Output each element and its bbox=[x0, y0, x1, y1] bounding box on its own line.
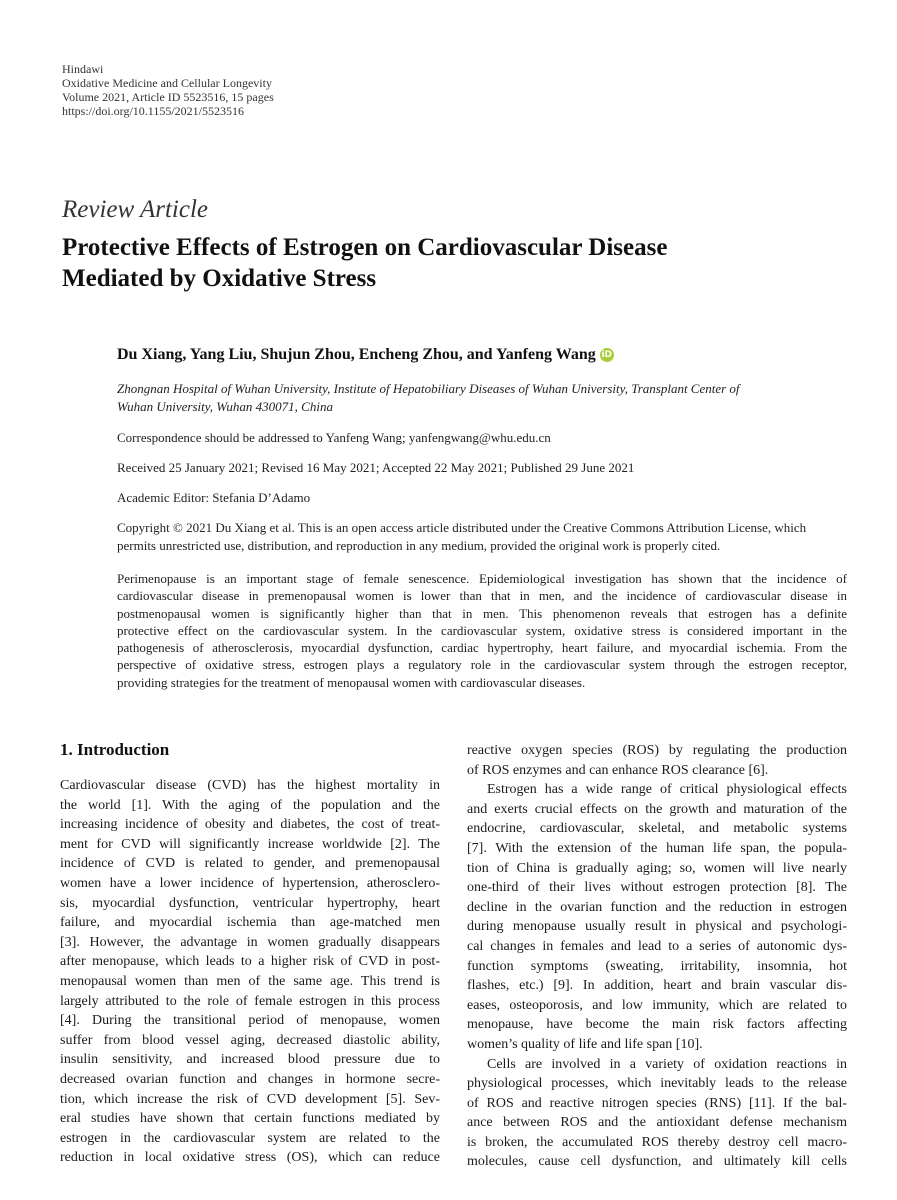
title-line: Mediated by Oxidative Stress bbox=[62, 265, 377, 292]
body-line: function symptoms (sweating, irritability, insomnia, hot bbox=[467, 958, 847, 974]
abstract-line: perspective of oxidative stress, estrogen plays a regulatory role in the cardiovascular system through the estrogen receptor, bbox=[117, 657, 847, 673]
body-line: the world [1]. With the aging of the population and the bbox=[60, 797, 440, 813]
abstract-line: cardiovascular disease in premenopausal women is lower than that in men, and the incidence of cardiovascular disease in bbox=[117, 588, 847, 604]
body-line: eral studies have shown that certain functions mediated by bbox=[60, 1111, 440, 1127]
body-line: suffer from blood vessel aging, decreased diastolic ability, bbox=[60, 1032, 440, 1048]
body-line: Cells are involved in a variety of oxidation reactions in bbox=[487, 1056, 847, 1072]
copyright-notice bbox=[117, 519, 847, 555]
copyright-line: permits unrestricted use, distribution, and reproduction in any medium, provided the original work is properly cited. bbox=[117, 538, 721, 553]
body-line: [7]. With the extension of the human life span, the popula- bbox=[467, 840, 847, 856]
body-line: ance between ROS and the antioxidant defense mechanism bbox=[467, 1115, 847, 1131]
body-line: one-third of their lives without estrogen protection [8]. The bbox=[467, 880, 847, 896]
body-column-left bbox=[60, 776, 440, 1168]
body-line: largely attributed to the role of female estrogen in this process bbox=[60, 993, 440, 1009]
body-line: [4]. During the transitional period of menopause, women bbox=[60, 1013, 440, 1029]
body-line: after menopause, which leads to a higher risk of CVD in post- bbox=[60, 954, 440, 970]
body-line: cal changes in females and lead to a series of autonomic dys- bbox=[467, 938, 847, 954]
body-line: [3]. However, the advantage in women gradually disappears bbox=[60, 934, 440, 950]
body-line: menopause, have become the main risk factors affecting bbox=[467, 1017, 847, 1033]
body-line: of ROS enzymes and can enhance ROS clearance [6]. bbox=[467, 762, 769, 778]
body-line: physiological processes, which inevitably leads to the release bbox=[467, 1076, 847, 1092]
body-line: incidence of CVD is related to gender, and premenopausal bbox=[60, 856, 440, 872]
abstract-line: providing strategies for the treatment of menopausal women with cardiovascular diseases. bbox=[117, 674, 586, 690]
body-line: flashes, etc.) [9]. In addition, heart and brain vascular dis- bbox=[467, 978, 847, 994]
abstract-line: protective effect on the cardiovascular system. In the cardiovascular system, oxidative stress is considered important in the bbox=[117, 622, 847, 638]
body-line: Estrogen has a wide range of critical physiological effects bbox=[487, 782, 847, 798]
orcid-icon[interactable]: iD bbox=[601, 350, 612, 360]
body-line: insulin sensitivity, and increased blood pressure due to bbox=[60, 1052, 440, 1068]
copyright-line: Copyright © 2021 Du Xiang et al. This is an open access article distributed under the Creative Commons Attribution License, which bbox=[117, 520, 807, 535]
body-line: tion, which increase the risk of CVD development [5]. Sev- bbox=[60, 1091, 440, 1107]
article-title bbox=[62, 232, 822, 294]
publisher-name: Hindawi bbox=[62, 62, 104, 76]
journal-name: Oxidative Medicine and Cellular Longevity bbox=[62, 76, 272, 90]
affiliation-line: Wuhan University, Wuhan 430071, China bbox=[117, 399, 333, 414]
body-line: increasing incidence of obesity and diabetes, the cost of treat- bbox=[60, 817, 440, 833]
doi-link[interactable]: https://doi.org/10.1155/2021/5523516 bbox=[62, 104, 245, 118]
affiliation-line: Zhongnan Hospital of Wuhan University, Institute of Hepatobiliary Diseases of Wuhan University, Transplant Center of bbox=[117, 381, 740, 396]
author-list bbox=[117, 346, 614, 364]
body-column-right bbox=[467, 741, 847, 1172]
body-line: is broken, the accumulated ROS thereby destroy cell macro- bbox=[467, 1134, 847, 1150]
body-line: estrogen in the cardiovascular system are related to the bbox=[60, 1130, 440, 1146]
body-line: endocrine, cardiovascular, skeletal, and metabolic systems bbox=[467, 821, 847, 837]
body-line: tion of China is gradually aging; so, women will live nearly bbox=[467, 860, 847, 876]
journal-header bbox=[62, 62, 274, 118]
body-line: ment for CVD will significantly increase worldwide [2]. The bbox=[60, 836, 440, 852]
body-line: reactive oxygen species (ROS) by regulating the production bbox=[467, 743, 847, 758]
body-line: decline in the ovarian function and the reduction in estrogen bbox=[467, 899, 847, 915]
body-line: sis, myocardial dysfunction, ventricular hypertrophy, heart bbox=[60, 895, 440, 911]
volume-info: Volume 2021, Article ID 5523516, 15 pages bbox=[62, 90, 274, 104]
title-line: Protective Effects of Estrogen on Cardiovascular Disease bbox=[62, 234, 668, 261]
article-type: Review Article bbox=[62, 196, 209, 223]
body-line: reduction in local oxidative stress (OS), which can reduce bbox=[60, 1150, 440, 1166]
abstract-line: pathogenesis of atherosclerosis, myocardial dysfunction, cardiac hypertrophy, heart failure, and myocardial ischemia. From the bbox=[117, 640, 847, 656]
body-line: women have a lower incidence of hypertension, atherosclero- bbox=[60, 875, 440, 891]
body-line: and exerts crucial effects on the growth and maturation of the bbox=[467, 801, 847, 817]
body-line: failure, and myocardial ischemia than age-matched men bbox=[60, 915, 440, 931]
body-line: of ROS and reactive nitrogen species (RNS) [11]. If the bal- bbox=[467, 1095, 847, 1111]
body-line: molecules, cause cell dysfunction, and ultimately kill cells bbox=[467, 1154, 847, 1170]
body-line: decreased ovarian function and changes in hormone secre- bbox=[60, 1071, 440, 1087]
affiliation bbox=[117, 380, 837, 416]
abstract bbox=[117, 570, 847, 691]
abstract-line: postmenopausal women is significantly higher than that in men. This phenomenon reveals that estrogen has a definite bbox=[117, 605, 847, 621]
body-line: during menopause usually result in physical and psychologi- bbox=[467, 919, 847, 935]
body-line: menopausal women than men of the same age. This trend is bbox=[60, 973, 440, 989]
correspondence: Correspondence should be addressed to Yanfeng Wang; yanfengwang@whu.edu.cn bbox=[117, 430, 551, 445]
section-heading-introduction: 1. Introduction bbox=[60, 740, 170, 759]
authors-text: Du Xiang, Yang Liu, Shujun Zhou, Encheng Zhou, and Yanfeng Wang bbox=[117, 346, 596, 363]
body-line: eases, osteoporosis, and low immunity, which are related to bbox=[467, 997, 847, 1013]
abstract-line: Perimenopause is an important stage of female senescence. Epidemiological investigation has shown that the incidence of bbox=[117, 571, 847, 586]
body-line: Cardiovascular disease (CVD) has the highest mortality in bbox=[60, 778, 440, 793]
publication-dates: Received 25 January 2021; Revised 16 May 2021; Accepted 22 May 2021; Published 29 June 2021 bbox=[117, 460, 635, 475]
body-line: women’s quality of life and life span [10]. bbox=[467, 1036, 703, 1052]
academic-editor: Academic Editor: Stefania D’Adamo bbox=[117, 490, 311, 505]
